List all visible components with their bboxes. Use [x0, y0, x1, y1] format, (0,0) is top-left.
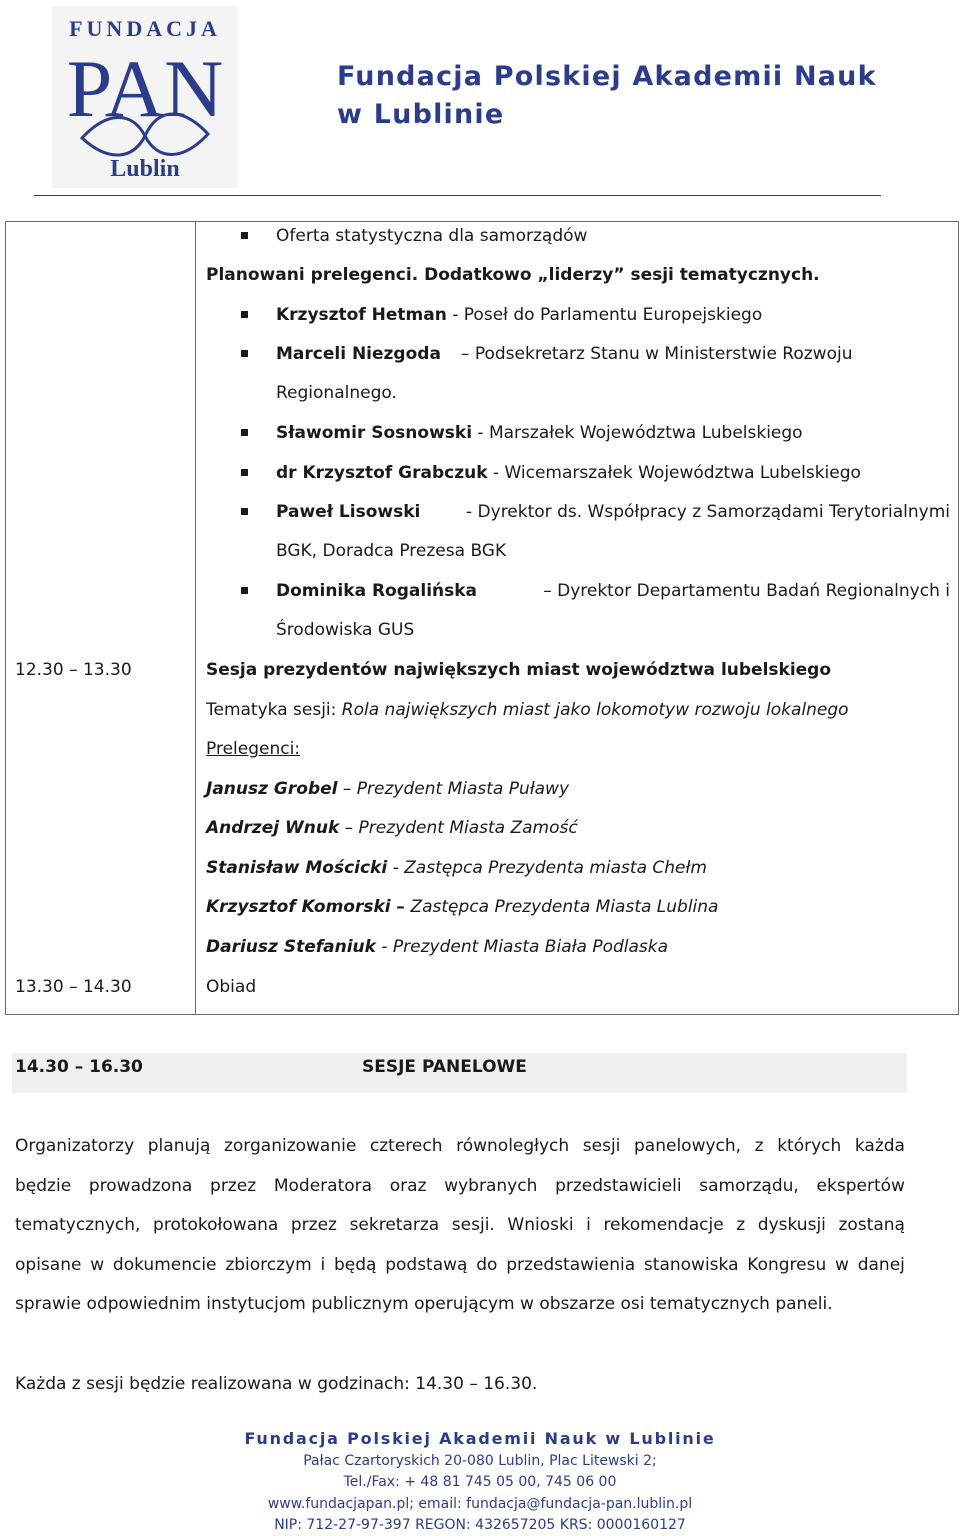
speaker-role: – Dyrektor Departamentu Badań Regionalnych i — [543, 581, 950, 601]
panel-title: SESJE PANELOWE — [362, 1057, 527, 1077]
speaker-role: – Prezydent Miasta Zamość — [339, 818, 578, 838]
panel-schedule-note: Każda z sesji będzie realizowana w godzinach: 14.30 – 16.30. — [15, 1374, 538, 1394]
speaker-name: Krzysztof Hetman — [276, 305, 447, 325]
session-topic-text: Rola największych miast jako lokomotyw rozwoju lokalnego — [341, 700, 849, 720]
speaker-role-continued: BGK, Doradca Prezesa BGK — [276, 541, 507, 561]
speaker-line — [276, 422, 803, 444]
speaker-line — [276, 580, 950, 602]
speaker-line — [276, 304, 762, 326]
speaker-role: - Poseł do Parlamentu Europejskiego — [446, 305, 763, 325]
panel-paragraph-line: Organizatorzy planują zorganizowanie czterech równoległych sesji panelowych, z których każda — [15, 1136, 905, 1156]
mayor-speaker-line — [206, 817, 578, 839]
speaker-role: - Dyrektor ds. Współpracy z Samorządami Terytorialnymi — [466, 502, 950, 522]
mayor-speaker-line — [206, 936, 668, 958]
bullet-icon — [241, 429, 248, 436]
bullet-icon — [241, 587, 248, 594]
planned-speakers-note: Planowani prelegenci. Dodatkowo „liderzy” sesji tematycznych. — [206, 265, 820, 285]
footer-title: Fundacja Polskiej Akademii Nauk w Lublinie — [244, 1429, 716, 1448]
footer-address: Pałac Czartoryskich 20-080 Lublin, Plac Litewski 2; — [303, 1453, 657, 1469]
foundation-logo — [52, 6, 238, 188]
logo-bottom-text: Lublin — [110, 156, 180, 182]
speaker-name: Sławomir Sosnowski — [276, 423, 473, 443]
header-divider — [34, 195, 881, 196]
org-title-line-2: w Lublinie — [337, 99, 505, 130]
agenda-item-statistical: Oferta statystyczna dla samorządów — [276, 226, 588, 246]
mayor-speaker-line — [206, 857, 707, 879]
footer-registry: NIP: 712-27-97-397 REGON: 432657205 KRS: 0000160127 — [274, 1517, 686, 1533]
speaker-role-continued: Regionalnego. — [276, 383, 397, 403]
lunch-label: Obiad — [206, 977, 257, 997]
session-topic — [206, 699, 849, 721]
speaker-name: Dominika Rogalińska — [276, 581, 478, 601]
speaker-role: - Prezydent Miasta Biała Podlaska — [375, 937, 669, 957]
session-topic-label: Tematyka sesji: — [206, 700, 342, 720]
speaker-name: Stanisław Mościcki — [206, 858, 388, 878]
agenda-column-divider — [195, 221, 196, 1015]
footer-phone: Tel./Fax: + 48 81 745 05 00, 745 06 00 — [343, 1474, 617, 1490]
speaker-role: – Prezydent Miasta Puławy — [337, 779, 570, 799]
speaker-role: - Wicemarszałek Województwa Lubelskiego — [487, 463, 861, 483]
speaker-name: Marceli Niezgoda — [276, 344, 441, 364]
panel-paragraph-line: opisane w dokumencie zbiorczym i będą podstawą do przedstawienia stanowiska Kongresu w danej — [15, 1255, 905, 1275]
speaker-name: Paweł Lisowski — [276, 502, 421, 522]
bullet-icon — [241, 469, 248, 476]
bullet-icon — [241, 232, 248, 239]
speaker-name: Krzysztof Komorski – — [206, 897, 406, 917]
speaker-line — [276, 462, 861, 484]
panel-paragraph-line: będzie prowadzona przez Moderatora oraz wybranych przedstawicieli samorządu, ekspertów — [15, 1176, 905, 1196]
speaker-line — [276, 343, 950, 365]
org-title — [337, 58, 897, 134]
panel-paragraph-line: sprawie odpowiednim instytucjom publicznym operującym w obszarze osi tematycznych paneli. — [15, 1294, 833, 1314]
org-title-line-1: Fundacja Polskiej Akademii Nauk — [337, 61, 877, 92]
speaker-role: Zastępca Prezydenta Miasta Lublina — [405, 897, 719, 917]
panel-paragraph-line: tematycznych, protokołowana przez sekretarza sesji. Wnioski i rekomendacje z dyskusji zostaną — [15, 1215, 905, 1235]
speaker-name: Andrzej Wnuk — [206, 818, 340, 838]
logo-top-text: FUNDACJA — [69, 16, 221, 41]
speaker-name: dr Krzysztof Grabczuk — [276, 463, 488, 483]
speaker-role: - Marszałek Województwa Lubelskiego — [472, 423, 803, 443]
speaker-role: – Podsekretarz Stanu w Ministerstwie Rozwoju — [460, 344, 853, 364]
speaker-name: Dariusz Stefaniuk — [206, 937, 376, 957]
panel-time: 14.30 – 16.30 — [15, 1057, 143, 1077]
bullet-icon — [241, 508, 248, 515]
bullet-icon — [241, 311, 248, 318]
mayor-speaker-line — [206, 896, 718, 918]
session-time: 12.30 – 13.30 — [15, 660, 132, 680]
speaker-role-continued: Środowiska GUS — [276, 620, 415, 640]
speaker-role: - Zastępca Prezydenta miasta Chełm — [387, 858, 707, 878]
footer-web-email: www.fundacjapan.pl; email: fundacja@fundacja-pan.lublin.pl — [267, 1496, 693, 1512]
speaker-line — [276, 501, 950, 523]
lunch-time: 13.30 – 14.30 — [15, 977, 132, 997]
speaker-name: Janusz Grobel — [206, 779, 338, 799]
logo-mark-text: PAN — [66, 43, 224, 134]
bullet-icon — [241, 350, 248, 357]
mayor-speaker-line — [206, 778, 569, 800]
speakers-label: Prelegenci: — [206, 739, 301, 759]
session-title: Sesja prezydentów największych miast województwa lubelskiego — [206, 660, 832, 680]
